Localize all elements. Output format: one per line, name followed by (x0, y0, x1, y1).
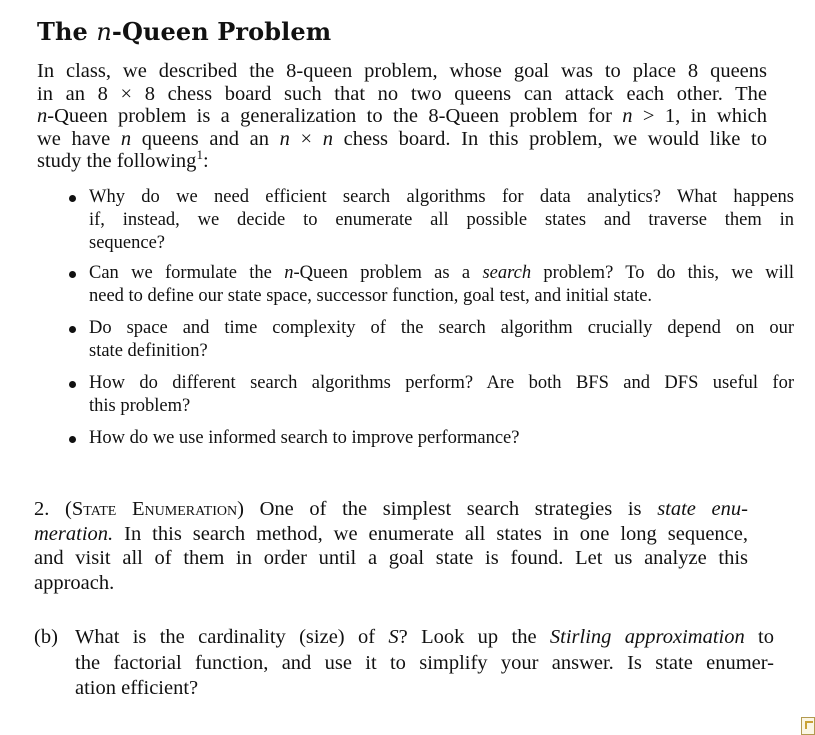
list-item-line: Do space and time complexity of the search algorithm crucially depend on our (89, 318, 794, 338)
list-item-line: How do different search algorithms perform? Are both BFS and DFS useful for (89, 373, 794, 393)
emphasis-search: search (482, 263, 532, 283)
intro-line-2: in an 8 × 8 chess board such that no two queens can attack each other. The (37, 82, 767, 105)
list-text: Can we formulate the (89, 263, 285, 283)
math-n: n (37, 105, 48, 128)
q2-line-2 (34, 522, 748, 547)
question-number: 2. ( (34, 498, 72, 520)
question-2b (34, 625, 774, 702)
intro-line-3 (37, 105, 767, 128)
list-item (60, 262, 794, 308)
intro-paragraph (37, 60, 767, 173)
math-n: n (322, 127, 333, 150)
list-item-line: How do we use informed search to improve performance? (89, 428, 520, 448)
intro-line-5 (37, 147, 767, 173)
intro-line-1: In class, we described the 8-queen problem, whose goal was to place 8 queens (37, 60, 767, 82)
intro-text: chess board. In this problem, we would like to (332, 127, 767, 150)
section-title (37, 14, 331, 50)
intro-text: -Queen problem is a generalization to the 8-Queen problem for (47, 105, 623, 128)
q2b-line-1 (75, 625, 774, 651)
emphasis-state-enumeration: state enu- (657, 498, 748, 520)
footnote-marker[interactable]: 1 (196, 147, 203, 163)
q2b-text: ? Look up the (398, 626, 550, 648)
emphasis-stirling: Stirling approximation (549, 626, 745, 648)
intro-text: we have (37, 127, 121, 150)
question-2 (34, 497, 748, 595)
list-item (60, 317, 794, 363)
list-item (60, 372, 794, 418)
times-symbol: × (289, 127, 323, 150)
math-n: n (622, 105, 633, 128)
bullet-icon (69, 436, 76, 443)
list-item-line: state definition? (89, 341, 208, 361)
list-item-line: need to define our state space, successor function, goal test, and initial state. (89, 286, 653, 306)
intro-line-4 (37, 128, 767, 151)
subquestion-label: (b) (34, 626, 58, 648)
bullet-icon (69, 326, 76, 333)
intro-text: : (202, 150, 209, 173)
intro-text: queens and an (131, 127, 280, 150)
math-n: n (284, 263, 294, 283)
intro-text: > 1, in which (632, 105, 767, 128)
list-item-line: this problem? (89, 396, 191, 416)
title-prefix: The (37, 17, 97, 46)
q2b-text: to (744, 626, 775, 648)
bullet-icon (69, 271, 76, 278)
document-corner-icon[interactable] (801, 717, 815, 735)
q2b-line-3: ation efficient? (75, 677, 199, 699)
q2-line-3: and visit all of them in order until a goal state is found. Let us analyze this (34, 547, 748, 569)
emphasis-state-enumeration: meration. (34, 522, 114, 545)
q2-line-1 (34, 497, 748, 522)
intro-text: study the following (37, 150, 197, 173)
list-item-line: Why do we need efficient search algorithms for data analytics? What happens (89, 187, 794, 207)
list-item (60, 427, 794, 450)
bullet-icon (69, 195, 76, 202)
bullet-icon (69, 381, 76, 388)
math-n: n (120, 127, 132, 150)
q2b-line-2: the factorial function, and use it to simplify your answer. Is state enumer- (75, 651, 774, 674)
list-item (60, 186, 794, 255)
q2-text: In this search method, we enumerate all states in one long sequence, (113, 522, 748, 545)
list-text: -Queen problem as a (293, 263, 483, 283)
question-heading: State Enumeration (71, 498, 238, 520)
q2-text: ) One of the simplest search strategies is (237, 498, 658, 520)
math-s: S (388, 626, 399, 648)
list-text: problem? To do this, we will (531, 263, 795, 283)
q2b-text: What is the cardinality (size) of (75, 626, 389, 648)
list-item-line: sequence? (89, 233, 166, 253)
title-math-n: n (96, 18, 112, 46)
subquestion-body (75, 625, 774, 702)
list-item-line (89, 262, 794, 285)
list-item-line: if, instead, we decide to enumerate all possible states and traverse them in (89, 210, 794, 230)
q2-line-4: approach. (34, 571, 115, 594)
math-n: n (279, 127, 290, 150)
title-suffix: -Queen Problem (111, 17, 332, 46)
